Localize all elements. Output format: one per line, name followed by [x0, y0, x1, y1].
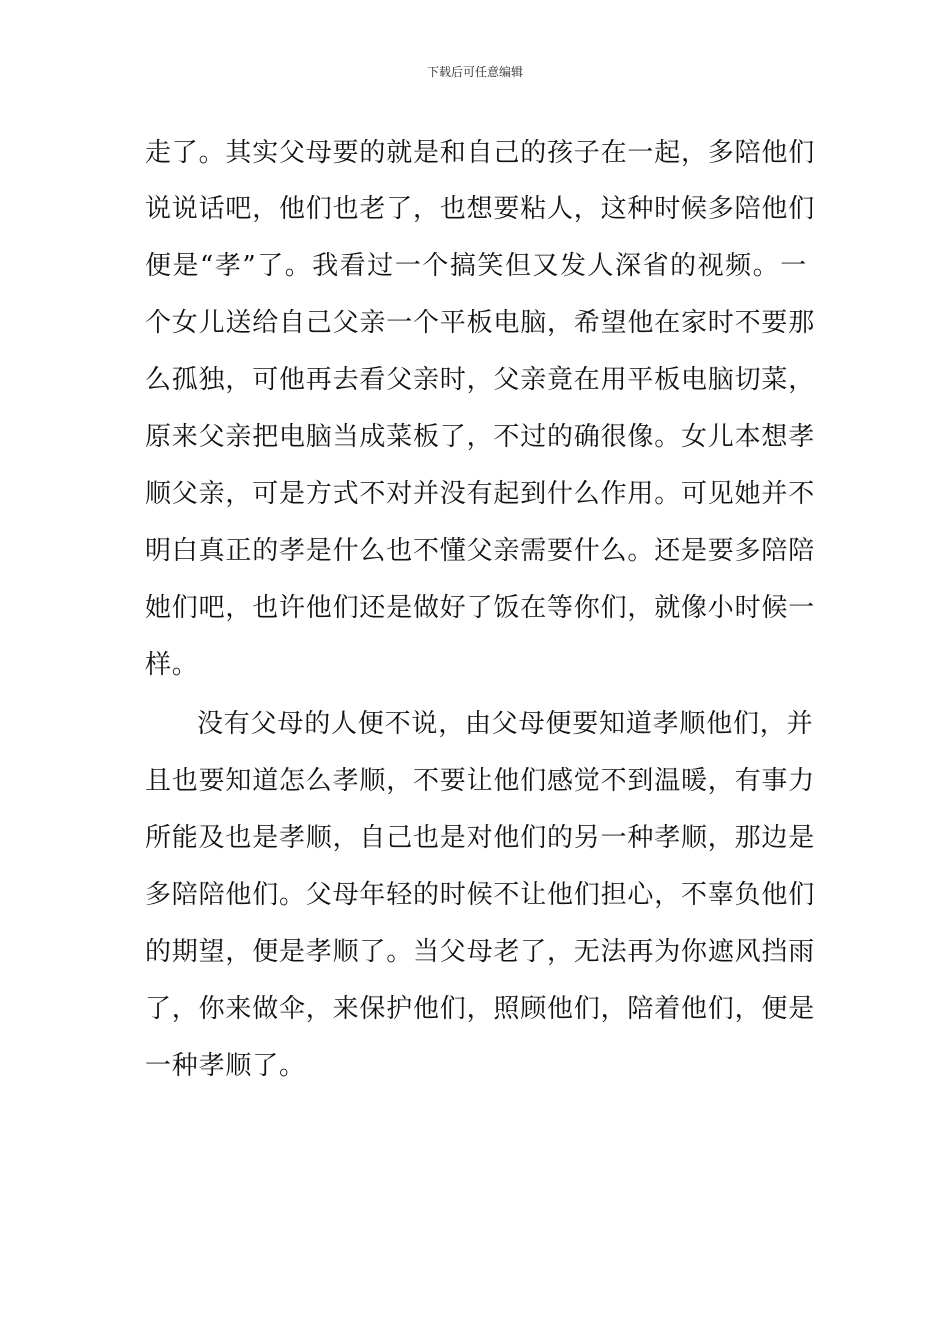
text-line: 且也要知道怎么孝顺，不要让他们感觉不到温暖，有事力 — [145, 766, 816, 796]
text-line: 么孤独，可他再去看父亲时，父亲竟在用平板电脑切菜， — [145, 365, 816, 395]
text-line: 所能及也是孝顺，自己也是对他们的另一种孝顺，那边是 — [145, 823, 816, 853]
text-line: 原来父亲把电脑当成菜板了，不过的确很像。女儿本想孝 — [145, 422, 816, 452]
text-line: 走了。其实父母要的就是和自己的孩子在一起，多陪他们 — [145, 138, 816, 168]
text-line: 说说话吧，他们也老了，也想要粘人，这种时候多陪他们 — [145, 194, 816, 224]
text-line: 明白真正的孝是什么也不懂父亲需要什么。还是要多陪陪 — [145, 536, 816, 566]
text-line: 多陪陪他们。父母年轻的时候不让他们担心，不辜负他们 — [145, 880, 816, 910]
page-header: 下载后可任意编辑 — [426, 65, 523, 79]
text-line: 她们吧，也许他们还是做好了饭在等你们，就像小时候一 — [145, 593, 816, 623]
text-line: 顺父亲，可是方式不对并没有起到什么作用。可见她并不 — [145, 479, 816, 509]
text-line: 个女儿送给自己父亲一个平板电脑，希望他在家时不要那 — [145, 308, 816, 338]
text-line: 便是“孝”了。我看过一个搞笑但又发人深省的视频。一 — [145, 251, 807, 281]
text-line: 样。 — [145, 650, 199, 680]
text-line: 没有父母的人便不说，由父母便要知道孝顺他们，并 — [197, 709, 814, 739]
text-line: 一种孝顺了。 — [145, 1051, 306, 1081]
text-line: 了，你来做伞，来保护他们，照顾他们，陪着他们，便是 — [145, 994, 816, 1024]
text-line: 的期望，便是孝顺了。当父母老了，无法再为你遮风挡雨 — [145, 937, 816, 967]
